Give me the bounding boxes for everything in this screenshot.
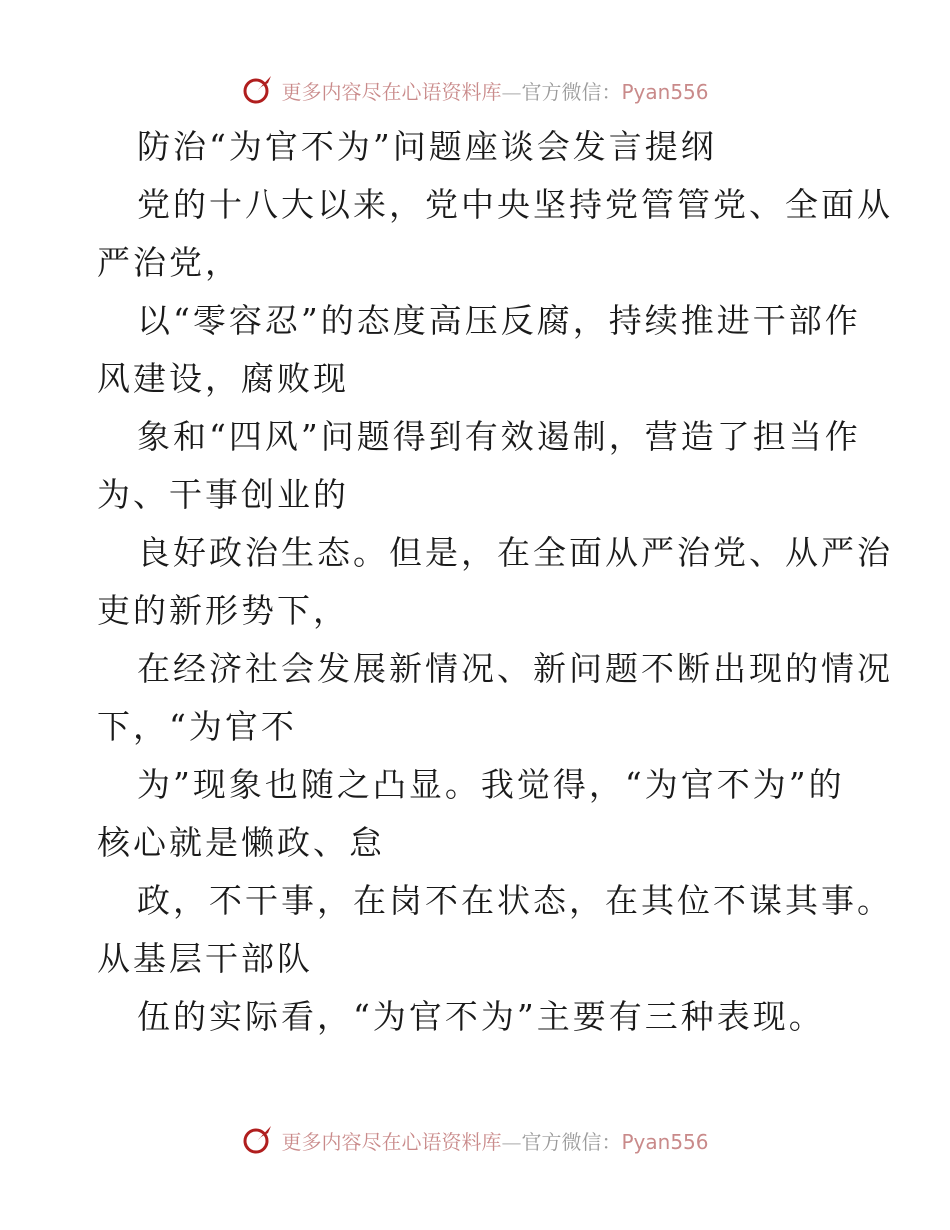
paragraph-line: 严治党，	[97, 243, 241, 282]
quill-pen-circle-icon	[241, 73, 275, 107]
banner-text	[281, 1126, 708, 1155]
banner-official: 官方微信：	[521, 1129, 622, 1154]
paragraph-line: 下，“为官不	[97, 707, 297, 746]
banner-prefix: 更多内容尽在心语资料库	[281, 79, 502, 104]
header-banner	[0, 70, 950, 110]
paragraph-line: 良好政治生态。但是，在全面从严治党、从严治	[137, 533, 893, 572]
paragraph-line: 核心就是懒政、怠	[97, 823, 385, 862]
banner-dash: —	[501, 79, 522, 104]
banner-prefix: 更多内容尽在心语资料库	[281, 1129, 502, 1154]
paragraph-line: 为、干事创业的	[97, 475, 349, 514]
footer-banner	[0, 1120, 950, 1160]
paragraph-line: 党的十八大以来，党中央坚持党管管党、全面从	[137, 185, 893, 224]
document-body	[97, 118, 893, 1046]
paragraph-line: 风建设，腐败现	[97, 359, 349, 398]
paragraph-line: 在经济社会发展新情况、新问题不断出现的情况	[137, 649, 893, 688]
banner-official: 官方微信：	[521, 79, 622, 104]
quill-pen-circle-icon	[241, 1123, 275, 1157]
banner-dash: —	[501, 1129, 522, 1154]
banner-text	[281, 76, 708, 105]
paragraph-line: 象和“四风”问题得到有效遏制，营造了担当作	[137, 417, 861, 456]
paragraph-line: 以“零容忍”的态度高压反腐，持续推进干部作	[137, 301, 861, 340]
banner-handle: Pyan556	[621, 79, 709, 104]
paragraph-line: 吏的新形势下，	[97, 591, 349, 630]
paragraph-line: 从基层干部队	[97, 939, 313, 978]
paragraph-line: 政，不干事，在岗不在状态，在其位不谋其事。	[137, 881, 893, 920]
document-title: 防治“为官不为”问题座谈会发言提纲	[137, 127, 717, 166]
banner-handle: Pyan556	[621, 1129, 709, 1154]
paragraph-line: 为”现象也随之凸显。我觉得，“为官不为”的	[137, 765, 845, 804]
paragraph-line: 伍的实际看，“为官不为”主要有三种表现。	[137, 997, 825, 1036]
